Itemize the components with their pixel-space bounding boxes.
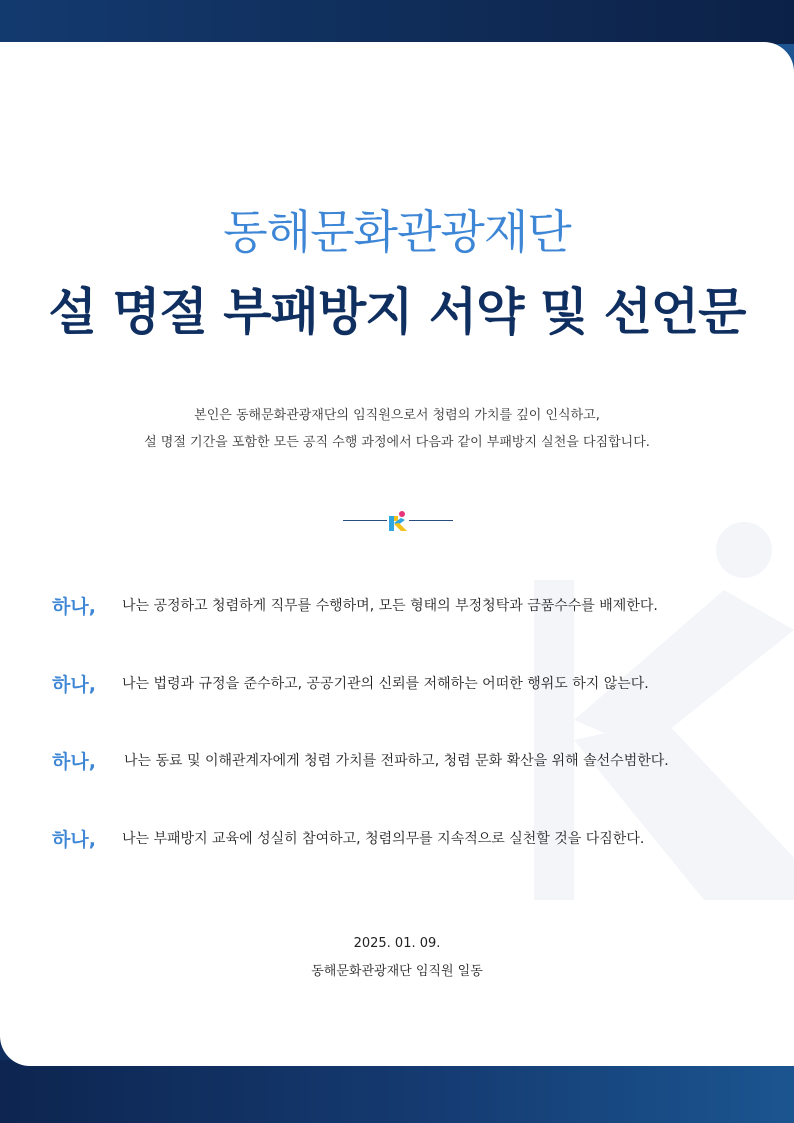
pledge-lead: 하나, xyxy=(52,751,96,773)
intro-paragraph xyxy=(0,402,794,456)
divider-line-right xyxy=(409,520,453,521)
divider-line-left xyxy=(343,520,387,521)
pledge-sheet xyxy=(0,42,794,1066)
pledge-signer: 동해문화관광재단 임직원 일동 xyxy=(311,964,483,979)
pledge-lead: 하나, xyxy=(52,674,96,696)
pledge-item xyxy=(52,747,772,777)
section-divider xyxy=(343,510,453,532)
pledge-lead: 하나, xyxy=(52,596,96,618)
pledge-text: 나는 동료 및 이해관계자에게 청렴 가치를 전파하고, 청렴 문화 확산을 위해 솔선수범한다. xyxy=(124,753,669,769)
pledge-date: 2025. 01. 09. xyxy=(353,936,441,951)
pledge-item xyxy=(52,670,772,700)
page-title: 설 명절 부패방지 서약 및 선언문 xyxy=(48,283,746,341)
bottom-decor-band xyxy=(0,1060,794,1123)
pledge-text: 나는 부패방지 교육에 성실히 참여하고, 청렴의무를 지속적으로 실천할 것을 다짐한다. xyxy=(122,831,645,847)
pledge-item xyxy=(52,825,772,855)
intro-line-2: 설 명절 기간을 포함한 모든 공직 수행 과정에서 다음과 같이 부패방지 실천을 다짐합니다. xyxy=(144,435,650,450)
top-decor-band xyxy=(0,0,794,44)
pledge-text: 나는 공정하고 청렴하게 직무를 수행하며, 모든 형태의 부정청탁과 금품수수를 배제한다. xyxy=(122,598,658,614)
pledge-item xyxy=(52,592,772,622)
pledge-text: 나는 법령과 규정을 준수하고, 공공기관의 신뢰를 저해하는 어떠한 행위도 하지 않는다. xyxy=(122,676,649,692)
intro-line-1: 본인은 동해문화관광재단의 임직원으로서 청렴의 가치를 깊이 인식하고, xyxy=(194,408,600,423)
organization-title: 동해문화관광재단 xyxy=(223,205,571,259)
foundation-logo-icon xyxy=(388,510,408,532)
pledge-lead: 하나, xyxy=(52,829,96,851)
